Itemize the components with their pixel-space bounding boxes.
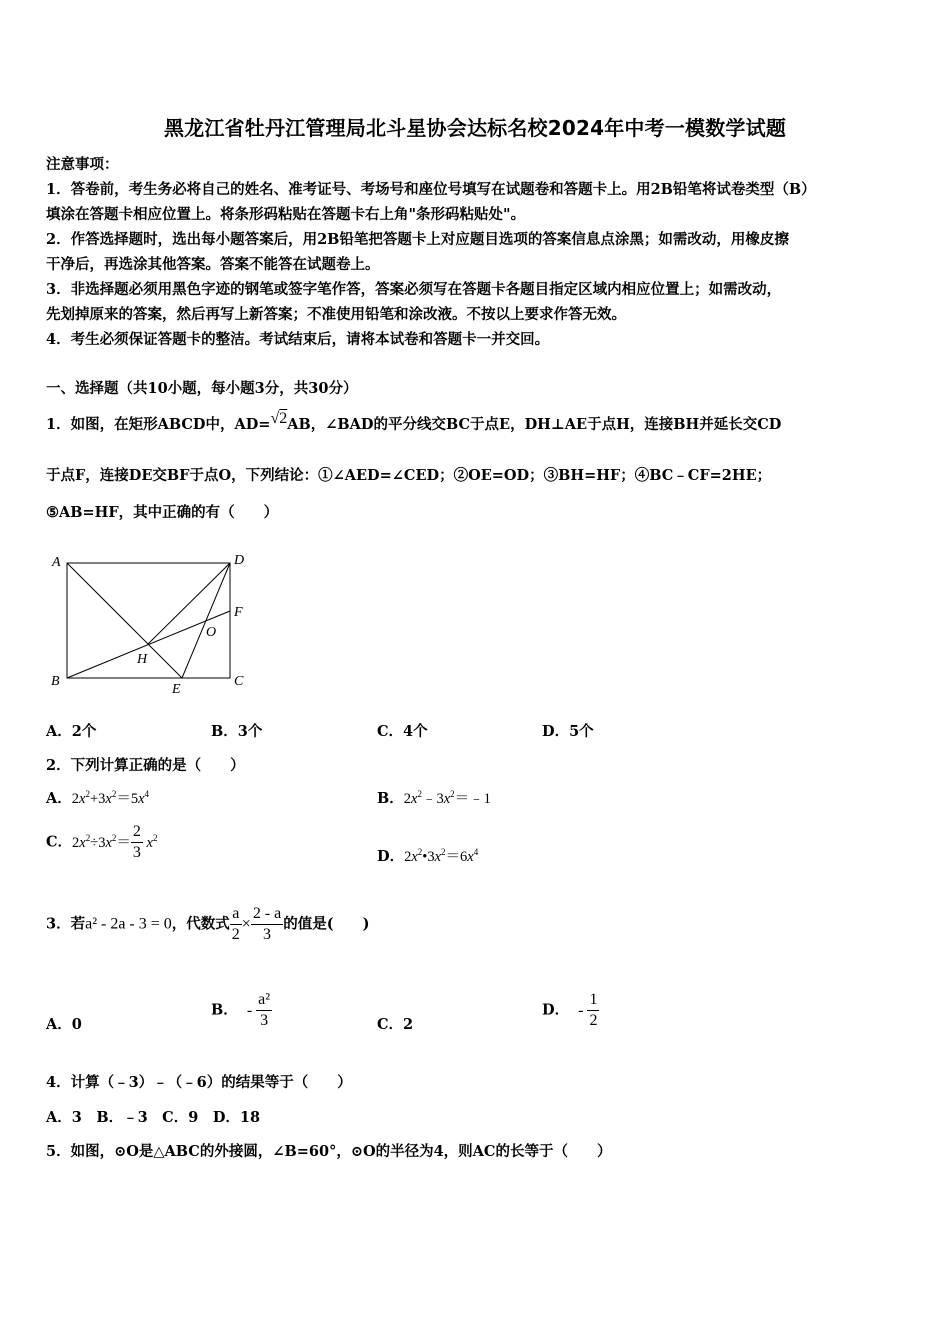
q3-option-d-label: D． xyxy=(542,1001,570,1019)
q3-option-b xyxy=(211,990,272,1031)
label-d: D xyxy=(234,553,245,568)
q3-prefix: 3．若 xyxy=(46,915,86,933)
notice-line: 3．非选择题必须用黑色字迹的钢笔或签字笔作答，答案必须写在答题卡各题目指定区域内相应位置上；如需改动， xyxy=(46,281,782,298)
label-c: C xyxy=(234,674,244,689)
segment-ae xyxy=(67,563,182,678)
q3-mid: ，代数式 xyxy=(171,915,230,933)
q2-option-d-label: D． xyxy=(377,848,405,865)
q1-option-b: B．3个 xyxy=(211,723,263,740)
label-e: E xyxy=(172,682,181,697)
q3-option-b-label: B． xyxy=(211,1001,238,1019)
q1-option-a: A．2个 xyxy=(46,723,97,740)
segment-dh xyxy=(148,563,230,644)
label-f: F xyxy=(234,605,243,620)
fraction-a2-3: $\frac{\text{a²}}{3}$ xyxy=(258,991,271,1029)
q2-option-d: D．$2x^2•3x^2=6x^4$ xyxy=(377,847,479,865)
fraction-a-2: $\frac{a}{2}$ xyxy=(231,905,240,943)
question-1-line-2: 于点F，连接DE交BF于点O，下列结论：①∠AED=∠CED；②OE=OD；③BH=HF；④BC﹣CF=2HE； xyxy=(46,467,772,484)
notice-line: 4．考生必须保证答题卡的整洁。考试结束后，请将本试卷和答题卡一并交回。 xyxy=(46,331,550,348)
fraction-1-2: $\frac{1}{2}$ xyxy=(589,991,598,1029)
question-1-line-3: ⑤AB=HF，其中正确的有（ ） xyxy=(46,504,279,521)
notice-line: 填涂在答题卡相应位置上。将条形码粘贴在答题卡右上角"条形码粘贴处"。 xyxy=(46,206,526,223)
notice-heading: 注意事项： xyxy=(46,156,119,173)
question-3-stem xyxy=(46,904,369,945)
sqrt-symbol: √2 xyxy=(270,410,288,427)
segment-bf xyxy=(67,611,230,678)
q2-option-c-label: C． xyxy=(46,833,73,851)
question-5-stem: 5．如图，⊙O是△ABC的外接圆，∠B=60°，⊙O的半径为4，则AC的长等于（ ） xyxy=(46,1143,612,1160)
label-h: H xyxy=(137,652,148,667)
q2-option-b: B．$2x^2﹣3x^2=﹣1$ xyxy=(377,789,491,807)
q3-option-a: A．0 xyxy=(46,1016,82,1033)
q3-equation: a² - 2a - 3 = 0 xyxy=(85,915,172,933)
question-2-stem: 2．下列计算正确的是（ ） xyxy=(46,757,245,774)
q1-text-a: 1．如图，在矩形ABCD中，AD= xyxy=(46,416,271,433)
q1-option-c: C．4个 xyxy=(377,723,428,740)
question-4-stem: 4．计算（﹣3）﹣（﹣6）的结果等于（ ） xyxy=(46,1074,352,1091)
q3-suffix: 的值是( ) xyxy=(283,915,370,933)
times-sign: × xyxy=(241,915,251,933)
q2-option-c: C．$2x^2\div 3x^2=$ $\frac{2}{3}$ $x^2$ xyxy=(46,823,158,861)
q4-options: A．3 B．﹣3 C．9 D．18 xyxy=(46,1109,261,1126)
label-b: B xyxy=(51,674,60,689)
q2-option-a-label: A． xyxy=(46,790,72,807)
minus-sign: - xyxy=(246,1001,253,1019)
notice-line: 2．作答选择题时，选出每小题答案后，用2B铅笔把答题卡上对应题目选项的答案信息点涂黑；如需改动，用橡皮擦 xyxy=(46,231,789,248)
q1-text-b: AB，∠BAD的平分线交BC于点E，DH⊥AE于点H，连接BH并延长交CD xyxy=(287,416,782,433)
sqrt-radicand: 2 xyxy=(279,410,288,427)
q2-option-b-label: B． xyxy=(377,790,404,807)
q3-option-c: C．2 xyxy=(377,1016,414,1033)
rectangle-figure xyxy=(44,548,254,698)
section-heading: 一、选择题（共10小题，每小题3分，共30分） xyxy=(46,380,358,397)
label-a: A xyxy=(52,555,61,570)
notice-line: 先划掉原来的答案，然后再写上新答案；不准使用铅笔和涂改液。不按以上要求作答无效。 xyxy=(46,306,626,323)
notice-line: 1．答卷前，考生务必将自己的姓名、准考证号、考场号和座位号填写在试题卷和答题卡上。用2B铅笔将试卷类型（B） xyxy=(46,181,816,198)
q1-option-d: D．5个 xyxy=(542,723,594,740)
minus-sign: - xyxy=(578,1001,584,1019)
q3-option-d xyxy=(542,990,599,1031)
page-title: 黑龙江省牡丹江管理局北斗星协会达标名校2024年中考一模数学试题 xyxy=(163,116,787,140)
q2-option-a: A．$2x^2+3x^2=5x^4$ xyxy=(46,789,150,807)
question-1-line-1 xyxy=(46,410,782,434)
fraction-2-minus-a-3: $\frac{2 - a}{3}$ xyxy=(252,905,282,943)
notice-line: 干净后，再选涂其他答案。答案不能答在试题卷上。 xyxy=(46,256,380,273)
label-o: O xyxy=(206,625,217,640)
fraction-2-3: $\frac{2}{3}$ xyxy=(132,823,141,861)
